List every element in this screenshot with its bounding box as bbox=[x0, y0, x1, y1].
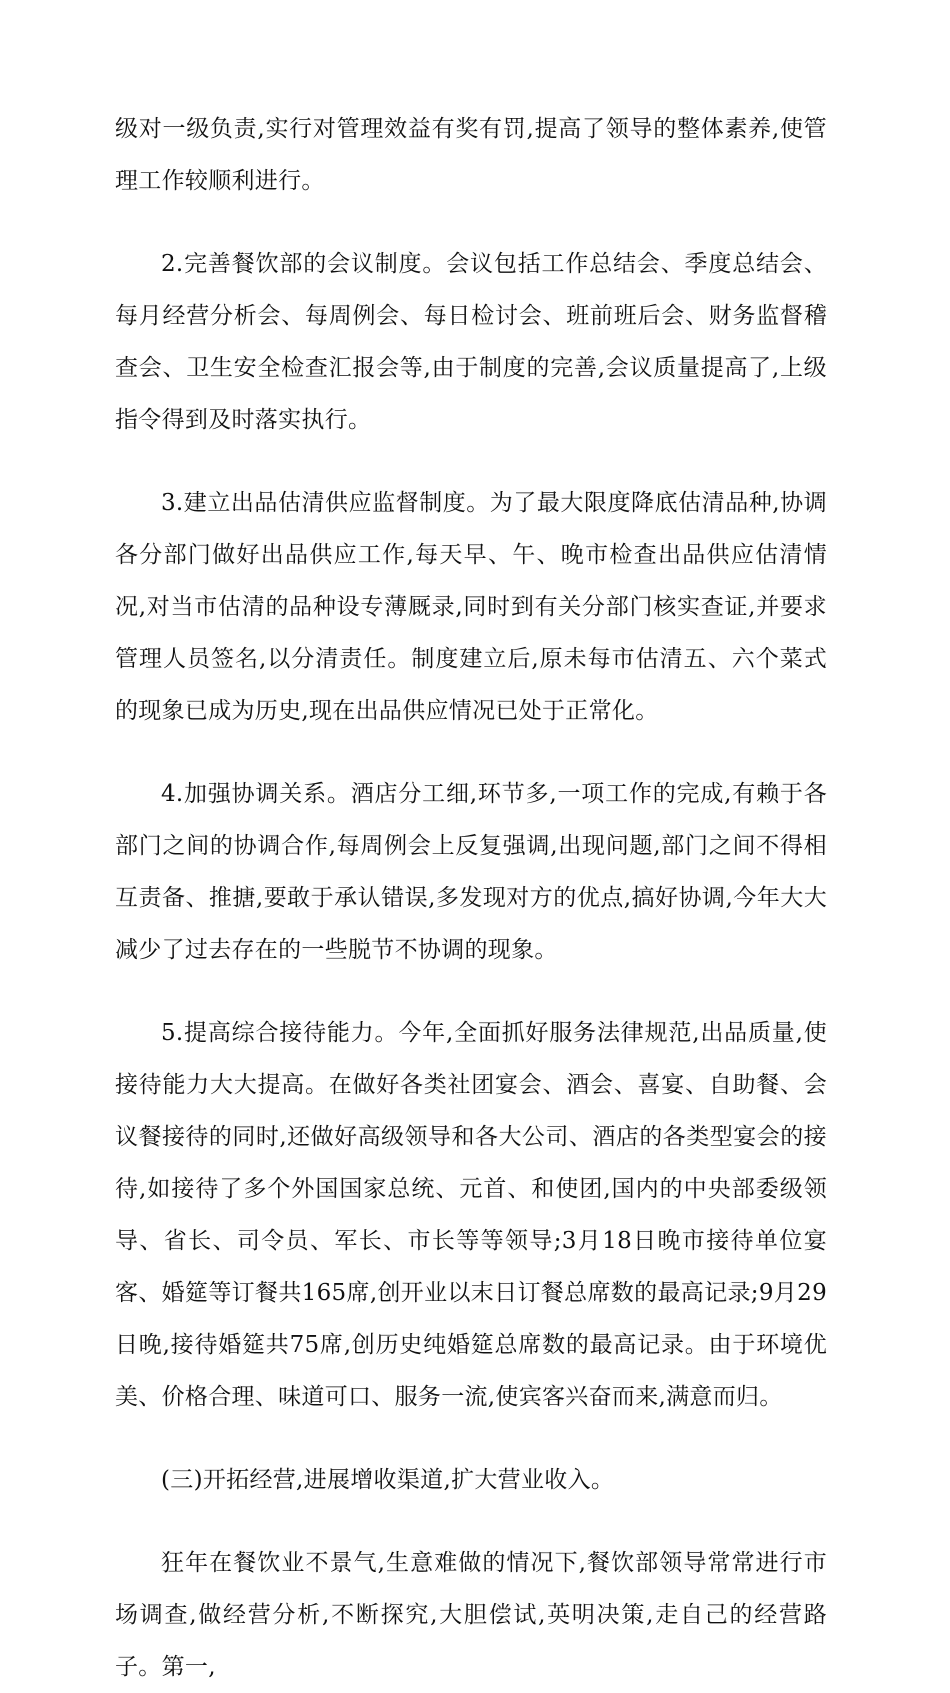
paragraph-item-5: 5.提高综合接待能力。今年,全面抓好服务法律规范,出品质量,使接待能力大大提高。在做好各类社团宴会、酒会、喜宴、自助餐、会议餐接待的同时,还做好高级领导和各大公司、酒店的各类型宴会的接待,如接待了多个外国国家总统、元首、和使团,国内的中央部委级领导、省长、司令员、军长、市长等等领导;3月18日晚市接待单位宴客、婚筵等订餐共165席,创开业以末日订餐总席数的最高记录;9月29日晚,接待婚筵共75席,创历史纯婚筵总席数的最高记录。由于环境优美、价格合理、味道可口、服务一流,使宾客兴奋而来,满意而归。 bbox=[115, 1020, 827, 1410]
paragraph-item-3: 3.建立出品估清供应监督制度。为了最大限度降底估清品种,协调各分部门做好出品供应工作,每天早、午、晚市检查出品供应估清情况,对当市估清的品种设专薄厩录,同时到有关分部门核实查证,并要求管理人员签名,以分清责任。制度建立后,原未每市估清五、六个菜式的现象已成为历史,现在出品供应情况已处于正常化。 bbox=[115, 490, 827, 724]
paragraph-section-3-body: 狂年在餐饮业不景气,生意难做的情况下,餐饮部领导常常进行市场调查,做经营分析,不断探究,大胆偿试,英明决策,走自己的经营路子。第一, bbox=[115, 1550, 827, 1680]
paragraph-item-4: 4.加强协调关系。酒店分工细,环节多,一项工作的完成,有赖于各部门之间的协调合作,每周例会上反复强调,出现问题,部门之间不得相互责备、推搪,要敢于承认错误,多发现对方的优点,搞好协调,今年大大减少了过去存在的一些脱节不协调的现象。 bbox=[115, 781, 827, 963]
paragraph-item-2: 2.完善餐饮部的会议制度。会议包括工作总结会、季度总结会、每月经营分析会、每周例会、每日检讨会、班前班后会、财务监督稽查会、卫生安全检查汇报会等,由于制度的完善,会议质量提高了,上级指令得到及时落实执行。 bbox=[115, 251, 827, 433]
section-heading-3: (三)开拓经营,进展增收渠道,扩大营业收入。 bbox=[161, 1467, 615, 1493]
paragraph-continuation: 级对一级负责,实行对管理效益有奖有罚,提高了领导的整体素养,使管理工作较顺利进行。 bbox=[115, 116, 827, 194]
document-body bbox=[115, 103, 827, 1693]
